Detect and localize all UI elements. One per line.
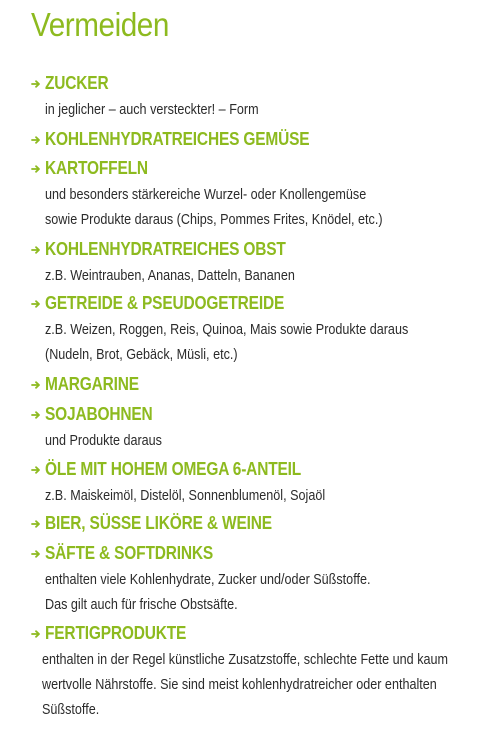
item-heading: ÖLE MIT HOHEM OMEGA 6-ANTEIL	[45, 459, 302, 479]
item-description-line: z.B. Weizen, Roggen, Reis, Quinoa, Mais sowie Produkte daraus	[45, 321, 409, 338]
item-description-line: z.B. Maiskeimöl, Distelöl, Sonnenblumenöl, Sojaöl	[45, 487, 326, 504]
arrow-right-icon	[31, 299, 41, 309]
item-description-line: z.B. Weintrauben, Ananas, Datteln, Bananen	[45, 267, 295, 284]
item-description-line: in jeglicher – auch versteckter! – Form	[45, 101, 259, 118]
item-heading: SÄFTE & SOFTDRINKS	[45, 543, 214, 563]
item-description-line: (Nudeln, Brot, Gebäck, Müsli, etc.)	[45, 346, 238, 363]
page-title: Vermeiden	[31, 6, 169, 43]
item-heading: ZUCKER	[45, 73, 109, 93]
item-heading: GETREIDE & PSEUDOGETREIDE	[45, 293, 285, 313]
item-description-line: sowie Produkte daraus (Chips, Pommes Frites, Knödel, etc.)	[45, 211, 383, 228]
arrow-right-icon	[31, 135, 41, 145]
item-description-line: wertvolle Nährstoffe. Sie sind meist kohlenhydratreicher oder enthalten	[42, 676, 437, 693]
item-description-line: enthalten viele Kohlenhydrate, Zucker und/oder Süßstoffe.	[45, 571, 371, 588]
arrow-right-icon	[31, 629, 41, 639]
item-description-line: Das gilt auch für frische Obstsäfte.	[45, 596, 238, 613]
item-description-line: und besonders stärkereiche Wurzel- oder Knollengemüse	[45, 186, 367, 203]
arrow-right-icon	[31, 549, 41, 559]
item-heading: SOJABOHNEN	[45, 404, 153, 424]
item-heading: MARGARINE	[45, 374, 139, 394]
arrow-right-icon	[31, 519, 41, 529]
item-description-line: enthalten in der Regel künstliche Zusatzstoffe, schlechte Fette und kaum	[42, 651, 449, 668]
arrow-right-icon	[31, 79, 41, 89]
item-description-line: und Produkte daraus	[45, 432, 162, 449]
item-heading: KARTOFFELN	[45, 158, 148, 178]
item-heading: KOHLENHYDRATREICHES OBST	[45, 239, 286, 259]
arrow-right-icon	[31, 465, 41, 475]
item-heading: BIER, SÜSSE LIKÖRE & WEINE	[45, 513, 272, 533]
item-heading: KOHLENHYDRATREICHES GEMÜSE	[45, 129, 310, 149]
item-heading: FERTIGPRODUKTE	[45, 623, 187, 643]
arrow-right-icon	[31, 410, 41, 420]
arrow-right-icon	[31, 245, 41, 255]
arrow-right-icon	[31, 380, 41, 390]
arrow-right-icon	[31, 164, 41, 174]
item-description-line: Süßstoffe.	[42, 701, 100, 718]
